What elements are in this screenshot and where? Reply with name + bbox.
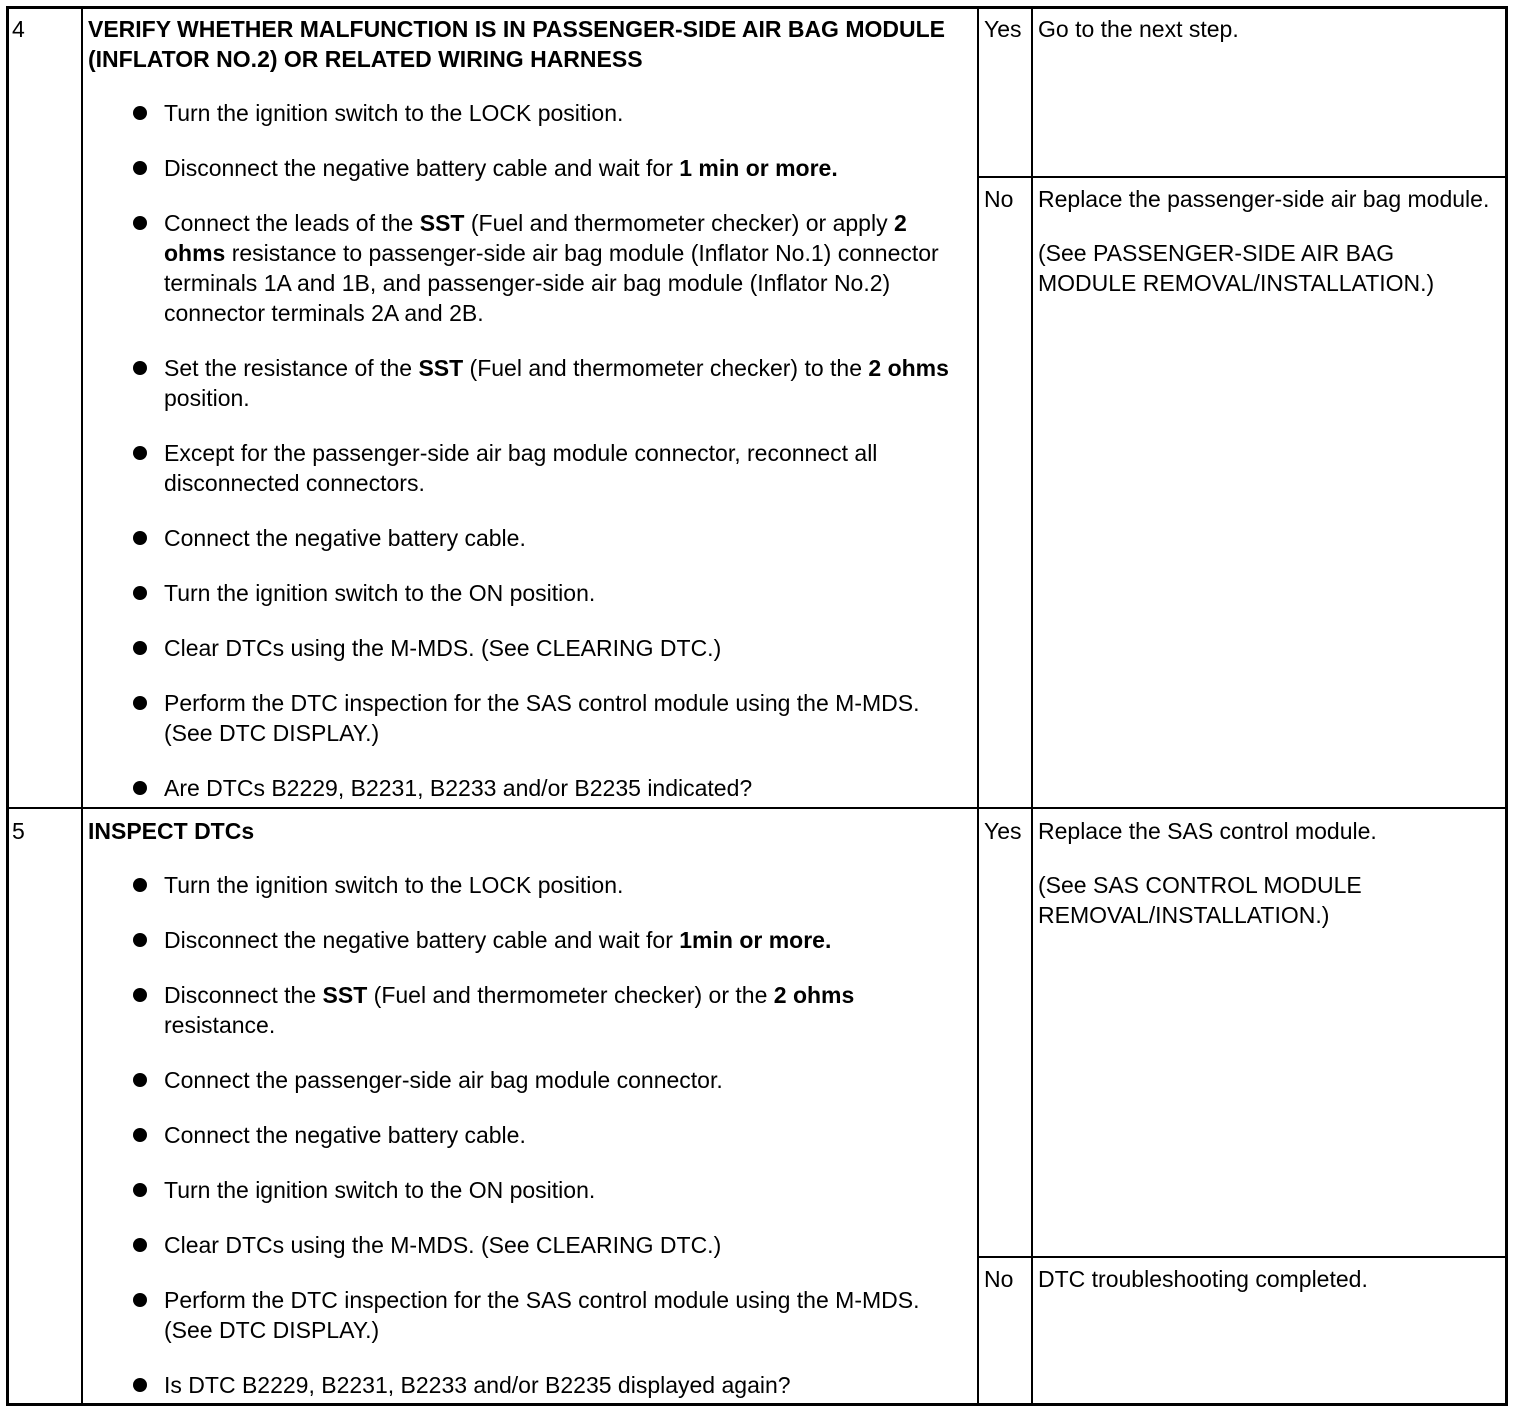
action-item	[130, 1370, 950, 1400]
action-text-bold: SST	[418, 355, 464, 381]
bullet-icon	[133, 1293, 147, 1307]
no-result	[1038, 1264, 1493, 1318]
bullet-icon	[133, 933, 147, 947]
bullet-icon	[133, 878, 147, 892]
bullet-icon	[133, 781, 147, 795]
action-text: (Fuel and thermometer checker) to the	[463, 355, 869, 381]
step4-yes-no-divider	[979, 176, 1507, 178]
yes-label: Yes	[984, 16, 1022, 42]
action-text-bold: 1 min or more.	[679, 155, 838, 181]
action-text: Disconnect the negative battery cable and wait for	[164, 155, 680, 181]
step-number: 4	[12, 16, 25, 42]
bullet-icon	[133, 988, 147, 1002]
action-text: Is DTC B2229, B2231, B2233 and/or B2235 displayed again?	[164, 1372, 791, 1398]
action-item	[130, 578, 950, 608]
action-text: Perform the DTC inspection for the SAS control module using the M-MDS. (See DTC DISPLAY.)	[164, 1287, 920, 1343]
action-item	[130, 688, 950, 748]
action-item	[130, 523, 950, 553]
action-text: position.	[164, 385, 250, 411]
action-item	[130, 1120, 950, 1150]
bullet-icon	[133, 696, 147, 710]
step-title: VERIFY WHETHER MALFUNCTION IS IN PASSENGER-SIDE AIR BAG MODULE (INFLATOR NO.2) OR RELATED WIRING HARNESS	[88, 16, 945, 72]
bullet-icon	[133, 531, 147, 545]
action-text-bold: SST	[419, 210, 465, 236]
action-text-bold: 1min or more.	[679, 927, 832, 953]
action-item	[130, 773, 950, 803]
bullet-icon	[133, 161, 147, 175]
action-text-bold: 2 ohms	[773, 982, 855, 1008]
result-line: DTC troubleshooting completed.	[1038, 1266, 1368, 1292]
action-item	[130, 1285, 950, 1345]
yes-label: Yes	[984, 818, 1022, 844]
action-text: (Fuel and thermometer checker) or the	[367, 982, 774, 1008]
column-divider-answer	[1031, 6, 1033, 1406]
bullet-icon	[133, 1128, 147, 1142]
bullet-icon	[133, 1183, 147, 1197]
result-line: Replace the passenger-side air bag module.	[1038, 186, 1490, 212]
step5-yes-no-divider	[979, 1256, 1507, 1258]
column-divider-action	[977, 6, 979, 1406]
table-border-top	[6, 6, 1508, 9]
action-text: (Fuel and thermometer checker) or apply	[464, 210, 894, 236]
action-text: Clear DTCs using the M-MDS. (See CLEARING DTC.)	[164, 635, 722, 661]
result-line: (See PASSENGER-SIDE AIR BAG MODULE REMOVAL/INSTALLATION.)	[1038, 240, 1435, 296]
action-text: Perform the DTC inspection for the SAS control module using the M-MDS. (See DTC DISPLAY.)	[164, 690, 920, 746]
action-item	[130, 98, 950, 128]
action-item	[130, 438, 950, 498]
column-divider-step	[81, 6, 83, 1406]
bullet-icon	[133, 1378, 147, 1392]
bullet-icon	[133, 361, 147, 375]
action-item	[130, 1065, 950, 1095]
action-text: resistance to passenger-side air bag module (Inflator No.1) connector terminals 1A and 1B, and passenger-side air bag module (Inflator No.2) connector terminals 2A and 2B.	[164, 240, 939, 326]
bullet-icon	[133, 216, 147, 230]
result-line: (See SAS CONTROL MODULE REMOVAL/INSTALLATION.)	[1038, 872, 1362, 928]
action-text: Turn the ignition switch to the LOCK position.	[164, 100, 624, 126]
action-item	[130, 1230, 950, 1260]
action-item	[130, 208, 950, 328]
bullet-icon	[133, 446, 147, 460]
action-item	[130, 633, 950, 663]
action-text: Connect the passenger-side air bag module connector.	[164, 1067, 723, 1093]
action-item	[130, 1175, 950, 1205]
bullet-icon	[133, 586, 147, 600]
bullet-icon	[133, 1238, 147, 1252]
step-title: INSPECT DTCs	[88, 818, 255, 844]
action-text: Except for the passenger-side air bag module connector, reconnect all disconnected connectors.	[164, 440, 878, 496]
table-border-right	[1505, 6, 1508, 1406]
action-text: Turn the ignition switch to the ON position.	[164, 1177, 596, 1203]
action-text: Set the resistance of the	[164, 355, 419, 381]
action-text-bold: 2 ohms	[164, 210, 907, 266]
action-item	[130, 980, 950, 1040]
no-label: No	[984, 186, 1014, 212]
action-text: Disconnect the negative battery cable and wait for	[164, 927, 680, 953]
action-list	[130, 98, 950, 828]
no-label: No	[984, 1266, 1014, 1292]
action-text-bold: 2 ohms	[868, 355, 949, 381]
action-item	[130, 925, 950, 955]
action-text-bold: SST	[322, 982, 368, 1008]
no-result	[1038, 184, 1493, 322]
bullet-icon	[133, 641, 147, 655]
bullet-icon	[133, 1073, 147, 1087]
action-text: resistance.	[164, 1012, 276, 1038]
action-text: Turn the ignition switch to the LOCK position.	[164, 872, 624, 898]
action-text: Connect the leads of the	[164, 210, 420, 236]
action-list	[130, 870, 950, 1425]
action-text: Disconnect the	[164, 982, 323, 1008]
table-border-left	[6, 6, 9, 1406]
action-text: Connect the negative battery cable.	[164, 1122, 526, 1148]
action-text: Are DTCs B2229, B2231, B2233 and/or B2235 indicated?	[164, 775, 753, 801]
action-text: Clear DTCs using the M-MDS. (See CLEARING DTC.)	[164, 1232, 722, 1258]
yes-result	[1038, 816, 1493, 954]
action-item	[130, 153, 950, 183]
action-item	[130, 870, 950, 900]
action-text: Connect the negative battery cable.	[164, 525, 526, 551]
bullet-icon	[133, 106, 147, 120]
step-number: 5	[12, 818, 25, 844]
action-text: Turn the ignition switch to the ON position.	[164, 580, 596, 606]
yes-result	[1038, 14, 1493, 68]
action-item	[130, 353, 950, 413]
result-line: Go to the next step.	[1038, 16, 1239, 42]
result-line: Replace the SAS control module.	[1038, 818, 1377, 844]
